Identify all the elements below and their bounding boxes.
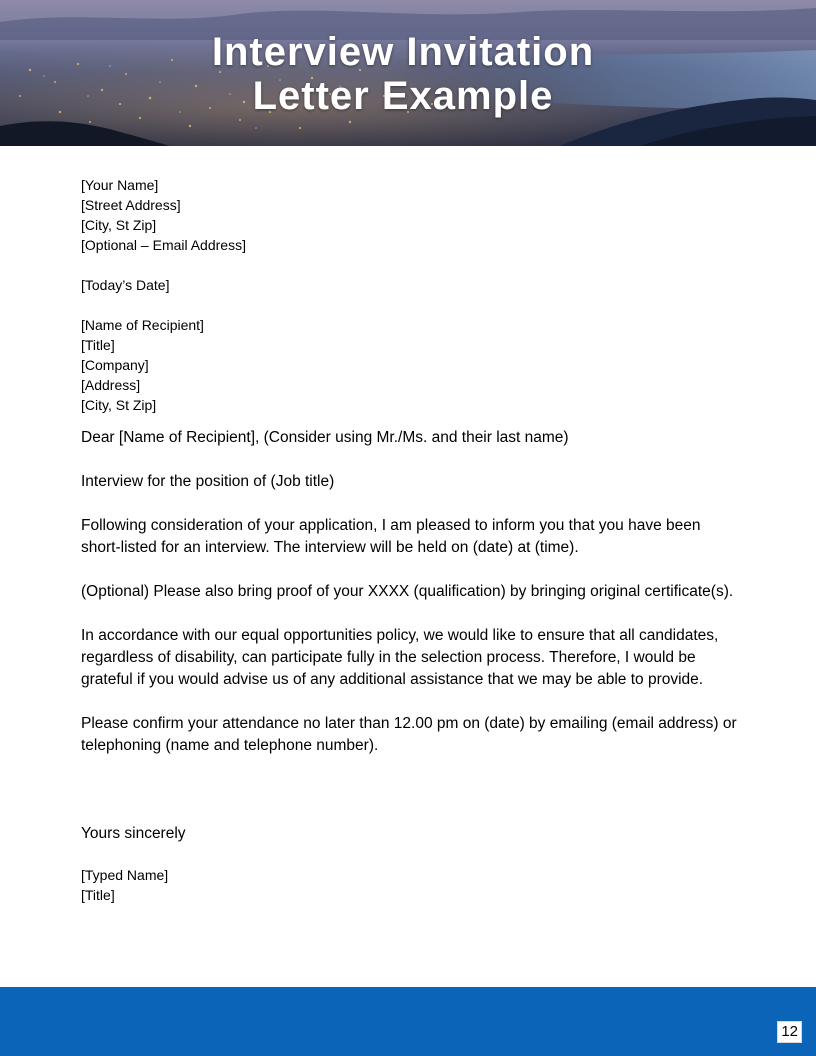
salutation: Dear [Name of Recipient], (Consider using Mr./Ms. and their last name) (81, 429, 569, 446)
sender-block (81, 175, 741, 255)
sender-email: [Optional – Email Address] (81, 237, 246, 253)
recipient-company: [Company] (81, 357, 149, 373)
title-line-2: Letter Example (252, 74, 554, 118)
page-number: 12 (777, 1021, 802, 1043)
sender-name: [Your Name] (81, 177, 159, 193)
subject-line: Interview for the position of (Job title) (81, 473, 335, 490)
closing: Yours sincerely (81, 825, 186, 842)
title-line-1: Interview Invitation (211, 30, 595, 74)
body-paragraph: Please confirm your attendance no later than 12.00 pm on (date) by emailing (email address) or telephoning (name and telephone number). (81, 715, 737, 754)
recipient-city: [City, St Zip] (81, 397, 157, 413)
header-banner (0, 0, 816, 146)
letter-date: [Today’s Date] (81, 277, 170, 293)
letter-body (81, 175, 741, 905)
body-paragraph: Following consideration of your application, I am pleased to inform you that you have been short-listed for an interview. The interview will be held on (date) at (time). (81, 517, 701, 556)
sender-city: [City, St Zip] (81, 217, 157, 233)
footer-band (0, 987, 816, 1056)
signature-block (81, 865, 741, 905)
recipient-address: [Address] (81, 377, 141, 393)
page-title (0, 30, 806, 118)
signature-title: [Title] (81, 887, 115, 903)
recipient-block (81, 315, 741, 415)
recipient-title: [Title] (81, 337, 115, 353)
recipient-name: [Name of Recipient] (81, 317, 204, 333)
body-paragraph: In accordance with our equal opportunities policy, we would like to ensure that all candidates, regardless of disability, can participate fully in the selection process. Therefore, I would be grateful if you would advise us of any additional assistance that we may be able to provide. (81, 627, 719, 688)
sender-street: [Street Address] (81, 197, 181, 213)
typed-name: [Typed Name] (81, 867, 169, 883)
body-paragraph: (Optional) Please also bring proof of your XXXX (qualification) by bringing original certificate(s). (81, 583, 734, 600)
